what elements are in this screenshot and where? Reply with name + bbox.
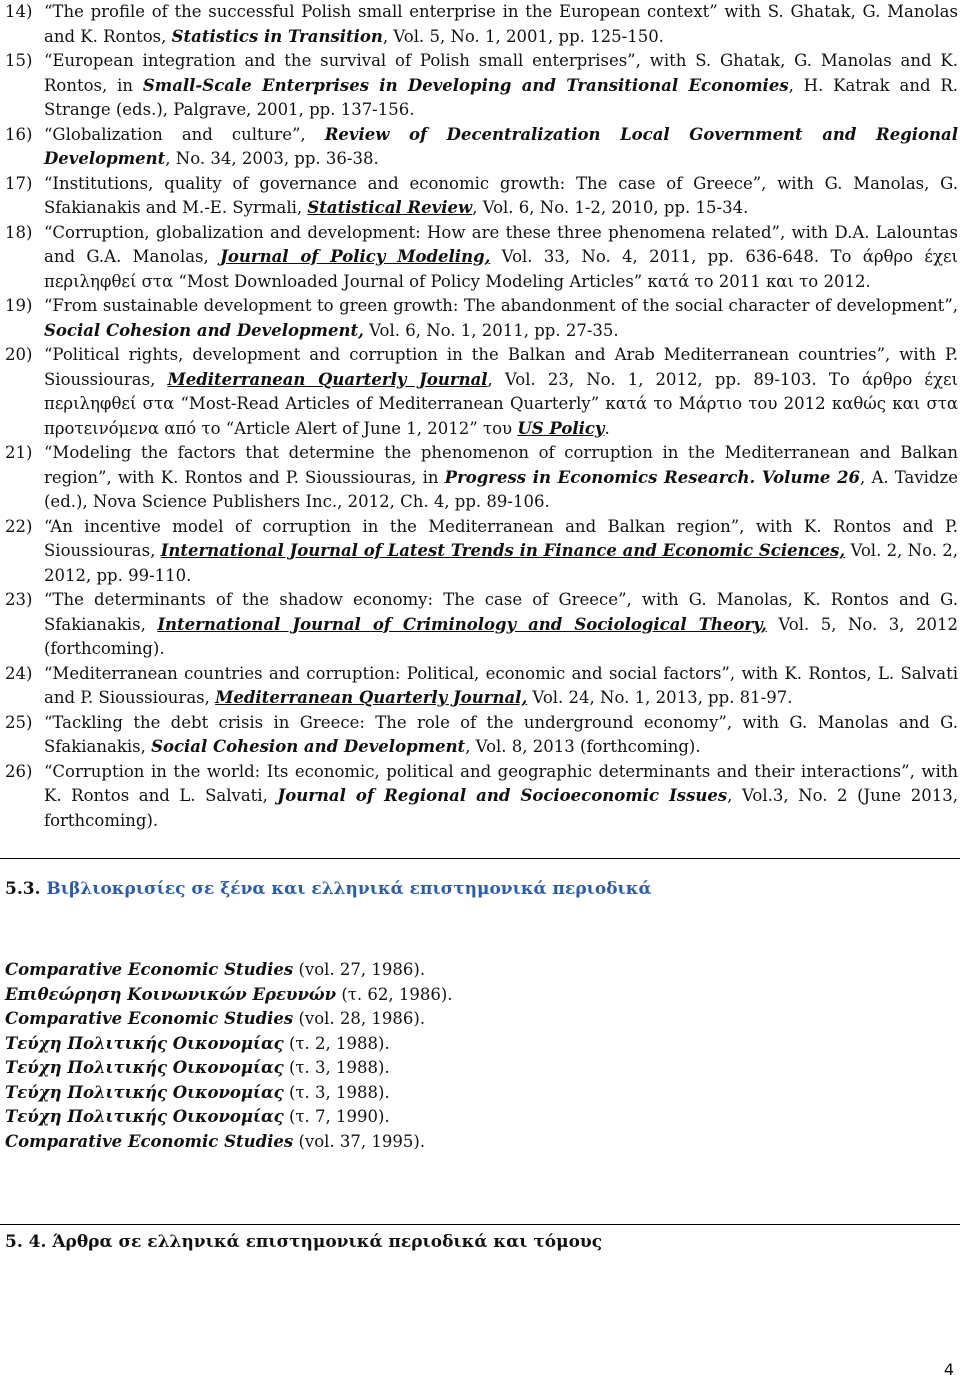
review-journal: Comparative Economic Studies	[5, 1009, 294, 1028]
reference-fragment: Vol. 24, No. 1, 2013, pp. 81-97.	[527, 688, 793, 707]
reference-number: 18)	[5, 222, 33, 242]
review-item	[5, 1081, 705, 1106]
reference-fragment: “Modeling the factors that determine the phenomenon of corruption in the Mediterranean and Balkan region”, with K. Rontos and P. Sioussiouras, in	[44, 443, 958, 487]
journal-title: Small-Scale Enterprises in Developing and Transitional Economies	[142, 75, 789, 95]
journal-title: US Policy	[517, 418, 605, 438]
reference-text	[44, 711, 958, 760]
review-detail: (τ. 62, 1986).	[336, 984, 453, 1004]
reference-number: 26)	[5, 761, 33, 781]
journal-title: Social Cohesion and Development	[151, 737, 466, 756]
section-divider	[0, 1224, 960, 1225]
section-title: Βιβλιοκρισίες σε ξένα και ελληνικά επιστημονικά περιοδικά	[40, 879, 652, 899]
book-reviews-list	[5, 958, 705, 1154]
reference-fragment: “Tackling the debt crisis in Greece: The role of the underground economy”, with G. Manolas and G. Sfakianakis,	[44, 712, 958, 756]
reference-item	[5, 172, 958, 221]
review-detail: (τ. 3, 1988).	[283, 1058, 390, 1077]
reference-text	[44, 0, 958, 49]
section-divider	[0, 858, 960, 859]
review-journal: Τεύχη Πολιτικής Οικονομίας	[5, 1082, 284, 1102]
reference-fragment: “Institutions, quality of governance and economic growth: The case of Greece”, with G. Manolas, G. Sfakianakis and M.-E. Syrmali,	[44, 173, 958, 217]
reference-item	[5, 343, 958, 441]
reference-number: 25)	[5, 712, 33, 732]
section-heading-5-3	[5, 879, 958, 899]
review-detail: (τ. 2, 1988).	[283, 1033, 390, 1053]
reference-text	[44, 515, 958, 589]
reference-item	[5, 760, 958, 834]
reference-item	[5, 711, 958, 760]
review-detail: (vol. 27, 1986).	[293, 960, 426, 979]
reference-item	[5, 0, 958, 49]
section-number: 5.3.	[5, 879, 41, 899]
reference-fragment: “Globalization and culture”,	[44, 124, 325, 144]
reference-fragment: “An incentive model of corruption in the Mediterranean and Balkan region”, with K. Rontos and P. Sioussiouras,	[44, 516, 958, 560]
journal-title: Social Cohesion and Development,	[44, 320, 364, 340]
reference-fragment: Vol. 5, No. 3, 2012 (forthcoming).	[44, 614, 958, 658]
reference-fragment: , A. Tavidze (ed.), Nova Science Publishers Inc., 2012, Ch. 4, pp. 89-106.	[44, 467, 958, 511]
reference-fragment: “Political rights, development and corruption in the Balkan and Arab Mediterranean countries”, with P. Sioussiouras,	[44, 345, 958, 389]
review-detail: (vol. 28, 1986).	[293, 1009, 426, 1028]
section-heading-5-4	[5, 1232, 958, 1252]
reference-fragment: , Vol. 23, No. 1, 2012, pp. 89-103. Το άρθρο έχει περιληφθεί στα “Most-Read Articles of Mediterranean Quarterly” κατά το Μάρτιο του 2012 καθώς και στα προτεινόμενα από το “Article Alert of June 1, 2012” του	[44, 369, 958, 438]
reference-text	[44, 49, 958, 123]
reference-number: 17)	[5, 173, 33, 193]
reference-item	[5, 588, 958, 662]
review-journal: Τεύχη Πολιτικής Οικονομίας	[5, 1033, 284, 1053]
review-item	[5, 1007, 705, 1032]
review-detail: (τ. 7, 1990).	[283, 1107, 390, 1126]
review-journal: Comparative Economic Studies	[5, 1131, 294, 1151]
reference-fragment: , Vol.3, No. 2 (June 2013, forthcoming).	[44, 786, 958, 830]
reference-fragment: , No. 34, 2003, pp. 36-38.	[165, 149, 379, 168]
reference-number: 14)	[5, 2, 33, 21]
reference-number: 20)	[5, 345, 33, 364]
reference-fragment: “Mediterranean countries and corruption: Political, economic and social factors”, with K. Rontos, L. Salvati and P. Sioussiouras,	[44, 663, 958, 707]
section-number: 5. 4.	[5, 1232, 47, 1252]
reference-fragment: “From sustainable development to green growth: The abandonment of the social character of development”,	[44, 296, 958, 315]
journal-title: International Journal of Latest Trends in Finance and Economic Sciences,	[160, 541, 846, 560]
reference-fragment: , H. Katrak and R. Strange (eds.), Palgrave, 2001, pp. 137-156.	[44, 75, 958, 119]
journal-title: International Journal of Criminology and Sociological Theory,	[157, 614, 767, 634]
journal-title: Journal of Regional and Socioeconomic Issues	[277, 786, 728, 805]
reference-number: 21)	[5, 443, 33, 462]
journal-title: Review of Decentralization Local Government and Regional Development	[44, 124, 958, 168]
review-item	[5, 1056, 705, 1081]
reference-text	[44, 123, 958, 172]
reference-item	[5, 515, 958, 589]
reference-list	[5, 0, 958, 833]
journal-title: Mediterranean Quarterly Journal	[167, 369, 488, 389]
reference-fragment: Vol. 33, No. 4, 2011, pp. 636-648. Το άρθρο έχει περιληφθεί στα “Most Downloaded Journal of Policy Modeling Articles” κατά το 2011 και το 2012.	[44, 247, 958, 291]
reference-fragment: “European integration and the survival of Polish small enterprises”, with S. Ghatak, G. Manolas and K. Rontos, in	[44, 51, 958, 95]
reference-fragment: , Vol. 8, 2013 (forthcoming).	[465, 737, 701, 756]
page-number: 4	[943, 1360, 954, 1379]
reference-item	[5, 662, 958, 711]
review-journal: Επιθεώρηση Κοινωνικών Ερευνών	[5, 984, 337, 1004]
reference-number: 24)	[5, 663, 33, 683]
reference-text	[44, 588, 958, 662]
review-detail: (τ. 3, 1988).	[283, 1082, 390, 1102]
reference-fragment: Vol. 6, No. 1, 2011, pp. 27-35.	[363, 320, 619, 340]
reference-text	[44, 441, 958, 515]
review-item	[5, 1105, 705, 1130]
reference-fragment: “The profile of the successful Polish small enterprise in the European context” with S. Ghatak, G. Manolas and K. Rontos,	[44, 2, 958, 46]
reference-text	[44, 172, 958, 221]
review-journal: Comparative Economic Studies	[5, 960, 294, 979]
review-item	[5, 1130, 705, 1155]
reference-number: 15)	[5, 51, 33, 70]
reference-fragment: .	[604, 418, 610, 438]
reference-fragment: “The determinants of the shadow economy: The case of Greece”, with G. Manolas, K. Rontos and G. Sfakianakis,	[44, 590, 958, 634]
reference-fragment: , Vol. 6, No. 1-2, 2010, pp. 15-34.	[472, 198, 749, 217]
journal-title: Mediterranean Quarterly Journal,	[215, 688, 528, 707]
review-journal: Τεύχη Πολιτικής Οικονομίας	[5, 1107, 284, 1126]
reference-fragment: “Corruption, globalization and development: How are these three phenomena related”, with D.A. Lalountas and G.A. Manolas,	[44, 222, 958, 266]
review-journal: Τεύχη Πολιτικής Οικονομίας	[5, 1058, 284, 1077]
review-item	[5, 1032, 705, 1057]
reference-item	[5, 49, 958, 123]
review-item	[5, 983, 705, 1008]
review-detail: (vol. 37, 1995).	[293, 1131, 426, 1151]
reference-text	[44, 343, 958, 441]
section-title: Άρθρα σε ελληνικά επιστημονικά περιοδικά και τόμους	[46, 1232, 603, 1252]
reference-text	[44, 760, 958, 834]
reference-number: 22)	[5, 516, 33, 536]
reference-item	[5, 294, 958, 343]
reference-number: 19)	[5, 296, 33, 315]
reference-item	[5, 441, 958, 515]
journal-title: Statistics in Transition	[171, 26, 383, 46]
reference-fragment: “Corruption in the world: Its economic, political and geographic determinants and their interactions”, with K. Rontos and L. Salvati,	[44, 761, 958, 805]
reference-text	[44, 662, 958, 711]
reference-number: 23)	[5, 590, 33, 609]
reference-text	[44, 294, 958, 343]
reference-number: 16)	[5, 124, 33, 144]
journal-title: Journal of Policy Modeling,	[220, 247, 491, 266]
journal-title: Progress in Economics Research. Volume 26	[444, 467, 861, 487]
reference-item	[5, 123, 958, 172]
reference-fragment: , Vol. 5, No. 1, 2001, pp. 125-150.	[382, 26, 664, 46]
review-item	[5, 958, 705, 983]
journal-title: Statistical Review	[307, 198, 473, 217]
reference-item	[5, 221, 958, 295]
reference-text	[44, 221, 958, 295]
reference-fragment: Vol. 2, No. 2, 2012, pp. 99-110.	[44, 541, 958, 585]
